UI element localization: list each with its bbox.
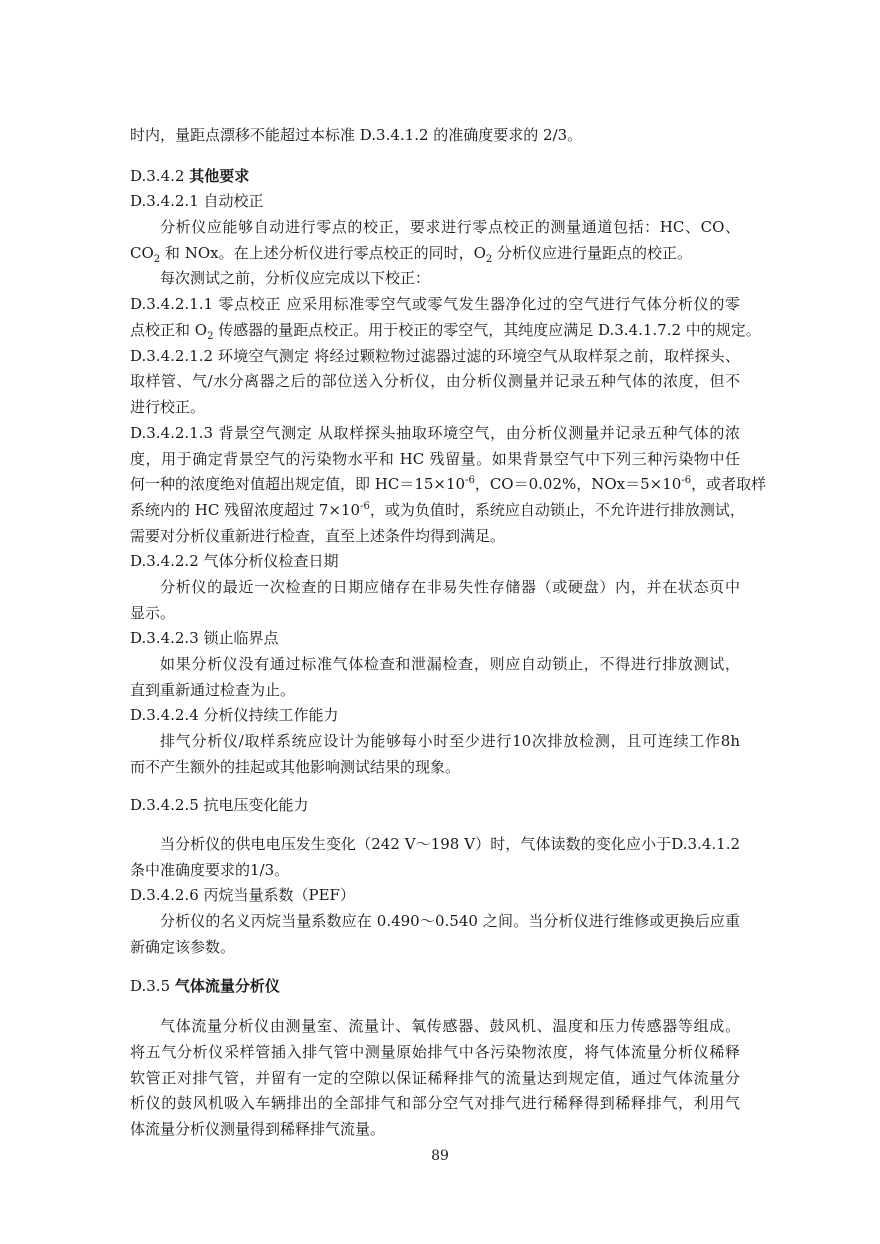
subscript: 2 — [153, 254, 161, 265]
text-fragment: ，或为负值时，系统应自动锁止，不允许进行排放测试， — [369, 501, 745, 519]
text-fragment: 何一种的浓度绝对值超出规定值，即 HC＝15×10 — [130, 475, 466, 493]
text-line: 需要对分析仪重新进行检查，直至上述条件均得到满足。 — [130, 527, 506, 545]
text-line: 将五气分析仪采样管插入排气管中测量原始排气中各污染物浓度，将气体流量分析仪稀释 — [130, 1043, 740, 1061]
text-fragment: ，CO＝0.02%，NOx＝5×10 — [474, 475, 682, 493]
subsection-heading: D.3.4.2.5 抗电压变化能力 — [130, 796, 309, 814]
text-line: D.3.4.2.1.3 背景空气测定 从取样探头抽取环境空气，由分析仪测量并记录五种气体的浓 — [130, 424, 740, 442]
section-number: D.3.5 — [130, 977, 171, 995]
page-number: 89 — [431, 1148, 449, 1164]
text-line: 气体流量分析仪由测量室、流量计、氧传感器、鼓风机、温度和压力传感器等组成。 — [160, 1017, 740, 1035]
subsection-heading: D.3.4.2.6 丙烷当量系数（PEF） — [130, 886, 355, 904]
text-line: 进行校正。 — [130, 398, 206, 416]
text-line: 排气分析仪/取样系统应设计为能够每小时至少进行10次排放检测，且可连续工作8h — [160, 732, 740, 750]
text-line: 如果分析仪没有通过标准气体检查和泄漏检查，则应自动锁止，不得进行排放测试， — [160, 655, 740, 673]
subsection-heading: D.3.4.2.4 分析仪持续工作能力 — [130, 706, 339, 724]
superscript: -6 — [681, 475, 692, 486]
text-fragment: 分析仪应进行量距点的校正。 — [492, 244, 693, 262]
text-line: 当分析仪的供电电压发生变化（242 V～198 V）时，气体读数的变化应小于D.3.4.1.2 — [160, 835, 740, 853]
text-line: D.3.4.2.1.2 环境空气测定 将经过颗粒物过滤器过滤的环境空气从取样泵之前，取样探头、 — [130, 347, 740, 365]
section-heading-d342 — [130, 166, 740, 186]
text-line: D.3.4.2.1.1 零点校正 应采用标准零空气或零气发生器净化过的空气进行气体分析仪的零 — [130, 295, 740, 313]
text-line: 条中准确度要求的1/3。 — [130, 861, 290, 879]
superscript: -6 — [360, 501, 370, 512]
section-heading-d35 — [130, 976, 740, 996]
subsection-heading: D.3.4.2.1 自动校正 — [130, 192, 264, 210]
subscript: 2 — [485, 254, 493, 265]
text-line: 析仪的鼓风机吸入车辆排出的全部排气和部分空气对排气进行稀释得到稀释排气，利用气 — [130, 1094, 740, 1112]
text-line: 分析仪应能够自动进行零点的校正，要求进行零点校正的测量通道包括：HC、CO、 — [160, 218, 740, 236]
text-line — [130, 474, 767, 494]
text-line: 而不产生额外的挂起或其他影响测试结果的现象。 — [130, 758, 461, 776]
text-fragment: 传感器的量距点校正。用于校正的零空气，其纯度应满足 D.3.4.1.7.2 中的规定。 — [213, 321, 761, 339]
text-line: 直到重新通过检查为止。 — [130, 681, 296, 699]
text-line — [130, 243, 740, 263]
text-fragment: 和 NOx。在上述分析仪进行零点校正的同时，O — [160, 244, 486, 262]
subsection-heading: D.3.4.2.2 气体分析仪检查日期 — [130, 552, 339, 570]
text-line: 显示。 — [130, 604, 176, 622]
section-title: 其他要求 — [189, 167, 250, 185]
text-line — [130, 320, 761, 342]
text-line: 软管正对排气管，并留有一定的空隙以保证稀释排气的流量达到规定值，通过气体流量分 — [130, 1069, 740, 1087]
subscript: 2 — [207, 331, 214, 342]
text-line: 度，用于确定背景空气的污染物水平和 HC 残留量。如果背景空气中下列三种污染物中任 — [130, 450, 740, 468]
text-line: 每次测试之前，分析仪应完成以下校正： — [160, 269, 431, 287]
text-line: 新确定该参数。 — [130, 938, 236, 956]
text-fragment: CO — [130, 244, 154, 262]
superscript: -6 — [465, 475, 475, 486]
text-line — [130, 500, 745, 520]
text-fragment: ，或者取样 — [691, 475, 767, 493]
section-title: 气体流量分析仪 — [174, 977, 280, 995]
section-number: D.3.4.2 — [130, 167, 185, 185]
text-line: 时内，量距点漂移不能超过本标准 D.3.4.1.2 的准确度要求的 2/3。 — [130, 126, 583, 144]
subsection-heading: D.3.4.2.3 锁止临界点 — [130, 629, 279, 647]
text-line: 取样管、气/水分离器之后的部位送入分析仪，由分析仪测量并记录五种气体的浓度，但不 — [130, 372, 740, 390]
text-fragment: 点校正和 O — [130, 321, 208, 339]
text-line: 分析仪的最近一次检查的日期应储存在非易失性存储器（或硬盘）内，并在状态页中 — [160, 578, 740, 596]
text-line: 体流量分析仪测量得到稀释排气流量。 — [130, 1120, 386, 1138]
text-line: 分析仪的名义丙烷当量系数应在 0.490～0.540 之间。当分析仪进行维修或更换后应重 — [160, 912, 740, 930]
text-fragment: 系统内的 HC 残留浓度超过 7×10 — [130, 501, 361, 519]
